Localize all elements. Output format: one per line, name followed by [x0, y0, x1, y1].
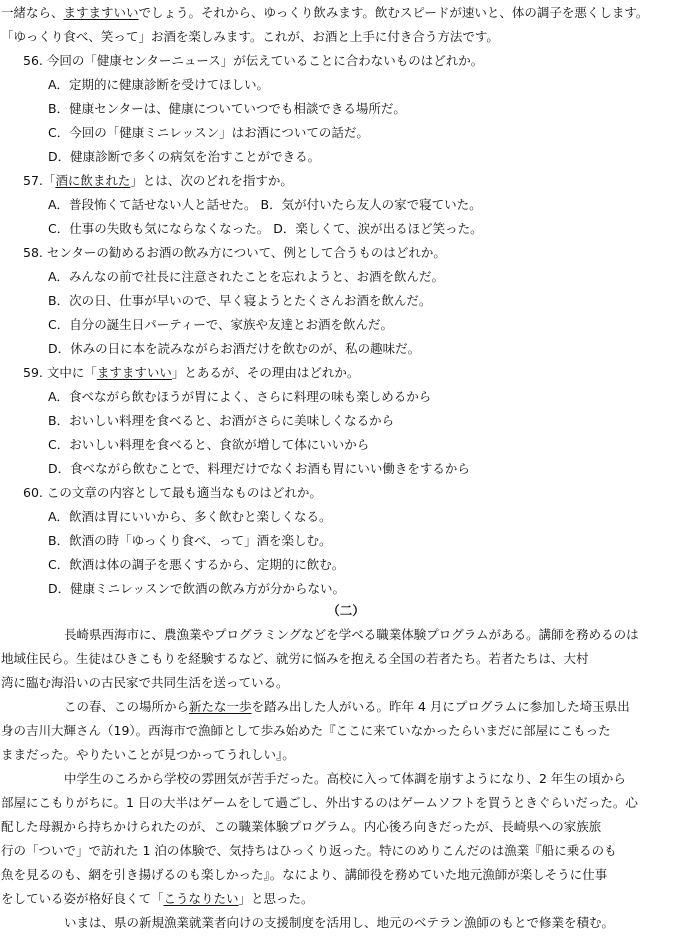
article-line: ままだった。やりたいことが見つかってうれしい』。: [1, 747, 295, 762]
q60-option-b: B．飲酒の時「ゆっくり食べ、って」酒を楽しむ。: [48, 533, 332, 548]
q60-option-d: D．健康ミニレッスンで飲酒の飲み方が分からない。: [48, 581, 346, 596]
article-line: 魚を見るのも、網を引き揚げるのも楽しかった』。なにより、講師役を務めていた地元漁師が楽しそうに仕事: [1, 867, 608, 882]
q58-option-a: A．みんなの前で社長に注意されたことを忘れようと、お酒を飲んだ。: [48, 269, 445, 284]
q59-option-a: A．食べながら飲むほうが胃によく、さらに料理の味も楽しめるから: [48, 389, 432, 404]
q59-option-c: C．おいしい料理を食べると、食欲が増して体にいいから: [48, 437, 370, 452]
article-line: 身の吉川大輝さん（19）。西海市で漁師として歩み始めた『ここに来ていなかったらいまだに部屋にこもった: [1, 723, 611, 738]
article-line: この春、この場所から新たな一歩を踏み出した人がいる。昨年 4 月にプログラムに参加した埼玉県出: [64, 699, 630, 714]
q60-option-a: A．飲酒は胃にいいから、多く飲むと楽しくなる。: [48, 509, 332, 524]
question-56: 56. 今回の「健康センターニュース」が伝えていることに合わないものはどれか。: [23, 53, 484, 68]
question-57: 57.「酒に飲まれた」とは、次のどれを指すか。: [23, 173, 293, 188]
q60-option-c: C．飲酒は体の調子を悪くするから、定期的に飲む。: [48, 557, 345, 572]
underlined-phrase: ますますいい: [63, 5, 139, 20]
question-58: 58. センターの勧めるお酒の飲み方について、例として合うものはどれか。: [23, 245, 446, 260]
q59-option-d: D．食べながら飲むことで、料理だけでなくお酒も胃にいい働きをするから: [48, 461, 470, 476]
article-line: をしている姿が格好良くて「こうなりたい」と思った。: [1, 891, 314, 906]
q56-option-d: D．健康診断で多くの病気を治すことができる。: [48, 149, 321, 164]
article-line: 長崎県西海市に、農漁業やプログラミングなどを学べる職業体験プログラムがある。講師を務めるのは: [64, 627, 639, 642]
article-line: 地域住民ら。生徒はひきこもりを経験するなど、就労に悩みを抱える全国の若者たち。若者たちは、大村: [1, 651, 589, 666]
underlined-phrase: 新たな一歩: [189, 699, 252, 714]
question-60: 60. この文章の内容として最も適当なものはどれか。: [23, 485, 322, 500]
underlined-phrase: こうなりたい: [163, 891, 239, 906]
article-line: 中学生のころから学校の雰囲気が苦手だった。高校に入って体調を崩すようになり、2 年生の頃から: [64, 771, 626, 786]
q57-options-cd: C．仕事の失敗も気にならなくなった。 D．楽しくて、涙が出るほど笑った。: [48, 221, 483, 236]
article-line: いまは、県の新規漁業就業者向けの支援制度を活用し、地元のベテラン漁師のもとで修業を積む。: [64, 915, 615, 930]
underlined-phrase: ますますいい: [96, 365, 172, 380]
passage-line-2: 「ゆっくり食べ、笑って」お酒を楽しみます。これが、お酒と上手に付き合う方法です。: [1, 29, 499, 44]
q56-option-c: C．今回の「健康ミニレッスン」はお酒についての話だ。: [48, 125, 369, 140]
article-line: 行の「ついで」で訪れた 1 泊の体験で、気持ちはひっくり返った。特にのめりこんだのは漁業『船に乗るのも: [1, 843, 617, 858]
article-line: 部屋にこもりがちに。1 日の大半はゲームをして過ごし、外出するのはゲームソフトを買うときぐらいだった。心: [1, 795, 638, 810]
q59-option-b: B．おいしい料理を食べると、お酒がさらに美味しくなるから: [48, 413, 395, 428]
q56-option-b: B．健康センターは、健康についていつでも相談できる場所だ。: [48, 101, 406, 116]
underlined-phrase: 酒に飲まれた: [55, 173, 131, 188]
question-59: 59. 文中に「ますますいい」とあるが、その理由はどれか。: [23, 365, 360, 380]
q58-option-d: D．休みの日に本を読みながらお酒だけを飲むのが、私の趣味だ。: [48, 341, 421, 356]
article-line: 湾に臨む海沿いの古民家で共同生活を送っている。: [1, 675, 289, 690]
q58-option-b: B．次の日、仕事が早いので、早く寝ようとたくさんお酒を飲んだ。: [48, 293, 432, 308]
q57-options-ab: A．普段怖くて話せない人と話せた。 B．気が付いたら友人の家で寝ていた。: [48, 197, 482, 212]
section-heading: （二）: [327, 603, 365, 618]
q58-option-c: C．自分の誕生日パーティーで、家族や友達とお酒を飲んだ。: [48, 317, 393, 332]
article-line: 配した母親から持ちかけられたのが、この職業体験プログラム。内心後ろ向きだったが、長崎県への家族旅: [1, 819, 602, 834]
q56-option-a: A．定期的に健康診断を受けてほしい。: [48, 77, 270, 92]
passage-line-1: 一緒なら、ますますいいでしょう。それから、ゆっくり飲みます。飲むスピードが速いと、体の調子を悪くします。: [1, 5, 649, 20]
